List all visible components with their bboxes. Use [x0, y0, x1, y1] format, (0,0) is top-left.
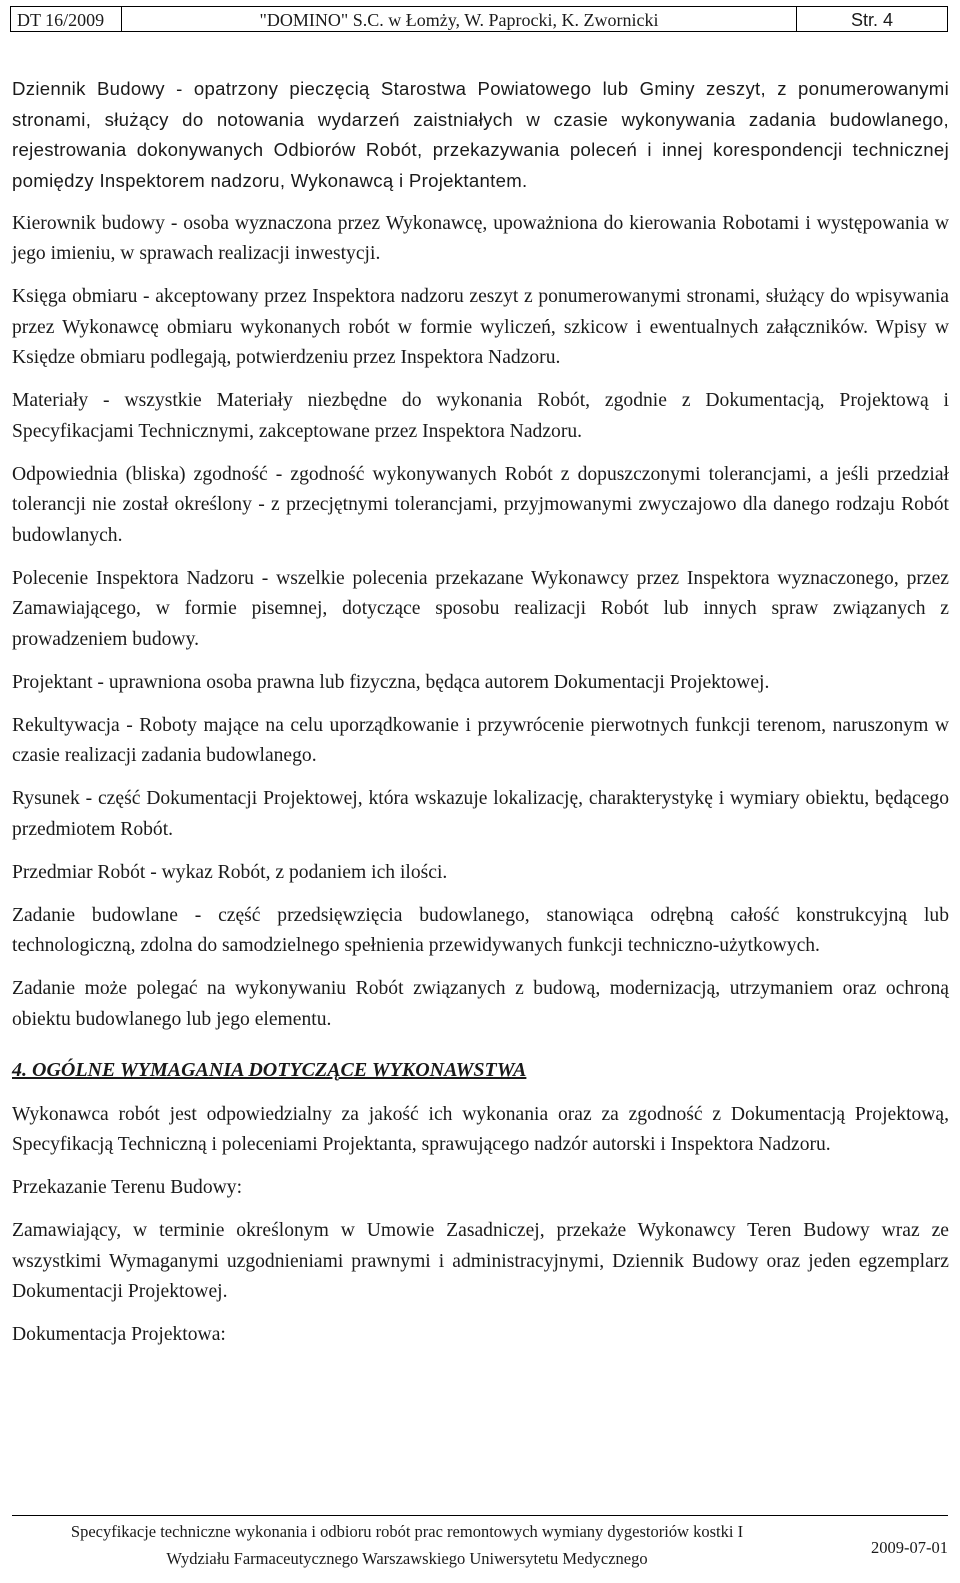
document-body: [12, 74, 949, 1363]
footer-date: 2009-07-01: [871, 1538, 948, 1557]
subheading-przekazanie-terenu: Przekazanie Terenu Budowy:: [12, 1177, 243, 1198]
paragraph-ksiega-obmiaru: Księga obmiaru - akceptowany przez Inspektora nadzoru zeszyt z ponumerowanymi stronami, służący do wpisywania przez Wykonawcę obmiaru wykonanych robót w formie wyliczeń, szkicow i ewentualnych załączników. Wpisy w Księdze obmiaru podlegają, potwierdzeniu przez Inspektora Nadzoru.: [12, 286, 949, 368]
header-title: "DOMINO" S.C. w Łomży, W. Paprocki, K. Zwornicki: [122, 7, 797, 31]
paragraph-wykonawca-robot: Wykonawca robót jest odpowiedzialny za jakość ich wykonania oraz za zgodność z Dokumentacją Projektową, Specyfikacją Techniczną i poleceniami Projektanta, sprawującego nadzór autorski i Inspektora Nadzoru.: [12, 1103, 949, 1155]
paragraph-projektant: Projektant - uprawniona osoba prawna lub fizyczna, będąca autorem Dokumentacji Projektowej.: [12, 671, 770, 693]
paragraph-rekultywacja: Rekultywacja - Roboty mające na celu uporządkowanie i przywrócenie pierwotnych funkcji terenom, naruszonym w czasie realizacji zadania budowlanego.: [12, 714, 949, 766]
paragraph-odpowiednia-zgodnosc: Odpowiednia (bliska) zgodność - zgodność wykonywanych Robót z dopuszczonymi tolerancjami, a jeśli przedział tolerancji nie został określony - z przecjętnymi tolerancjami, przyjmowanymi zwyczajowo dla danego rodzaju Robót budowlanych.: [12, 463, 949, 546]
page-footer: [12, 1518, 948, 1580]
section-heading-4: 4. OGÓLNE WYMAGANIA DOTYCZĄCE WYKONAWSTWA: [12, 1059, 527, 1081]
footer-description: [12, 1518, 802, 1572]
paragraph-zadanie-budowlane: Zadanie budowlane - część przedsięwzięcia budowlanego, stanowiąca odrębną całość konstrukcyjną lub technologiczną, zdolna do samodzielnego spełnienia przewidywanych funkcji techniczno-użytkowych.: [12, 904, 949, 956]
footer-divider: [12, 1515, 948, 1516]
footer-line-1: Specyfikacje techniczne wykonania i odbioru robót prac remontowych wymiany dygestoriów kostki I: [70, 1522, 744, 1541]
paragraph-zamawiajacy: Zamawiający, w terminie określonym w Umowie Zasadniczej, przekaże Wykonawcy Teren Budowy wraz ze wszystkimi Wymaganymi uzgodnieniami prawnymi i administracyjnymi, Dziennik Budowy oraz jeden egzemplarz Dokumentacji Projektowej.: [12, 1220, 949, 1302]
paragraph-zadanie-moze: Zadanie może polegać na wykonywaniu Robót związanych z budową, modernizacją, utrzymaniem oraz ochroną obiektu budowlanego lub jego elementu.: [12, 978, 949, 1030]
paragraph-przedmiar-robot: Przedmiar Robót - wykaz Robót, z podaniem ich ilości.: [12, 861, 448, 883]
footer-line-2: Wydziału Farmaceutycznego Warszawskiego Uniwersytetu Medycznego: [166, 1549, 648, 1568]
page-number: Str. 4: [850, 10, 894, 30]
paragraph-materialy: Materiały - wszystkie Materiały niezbędne do wykonania Robót, zgodnie z Dokumentacją, Projektową i Specyfikacjami Technicznymi, zakceptowane przez Inspektora Nadzoru.: [12, 390, 949, 442]
paragraph-dziennik-budowy: Dziennik Budowy - opatrzony pieczęcią Starostwa Powiatowego lub Gminy zeszyt, z ponumerowanymi stronami, służący do notowania wydarzeń zaistniałych w czasie wykonywania zadania budowlanego, rejestrowania dokonywanych Odbiorów Robót, przekazywania poleceń i innej korespondencji technicznej pomiędzy Inspektorem nadzoru, Wykonawcą i Projektantem.: [12, 78, 949, 191]
doc-id: DT 16/2009: [11, 7, 122, 31]
paragraph-rysunek: Rysunek - część Dokumentacji Projektowej, która wskazuje lokalizację, charakterystykę i wymiary obiektu, będącego przedmiotem Robót.: [12, 788, 949, 840]
page-header: [10, 6, 948, 32]
subheading-dokumentacja-projektowa: Dokumentacja Projektowa:: [12, 1324, 226, 1345]
paragraph-kierownik-budowy: Kierownik budowy - osoba wyznaczona przez Wykonawcę, upoważniona do kierowania Robotami i występowania w jego imieniu, w sprawach realizacji inwestycji.: [12, 212, 949, 264]
paragraph-polecenie-inspektora: Polecenie Inspektora Nadzoru - wszelkie polecenia przekazane Wykonawcy przez Inspektora wyznaczonego, przez Zamawiającego, w formie pisemnej, dotyczące sposobu realizacji Robót lub innych spraw związanych z prowadzeniem budowy.: [12, 567, 949, 650]
